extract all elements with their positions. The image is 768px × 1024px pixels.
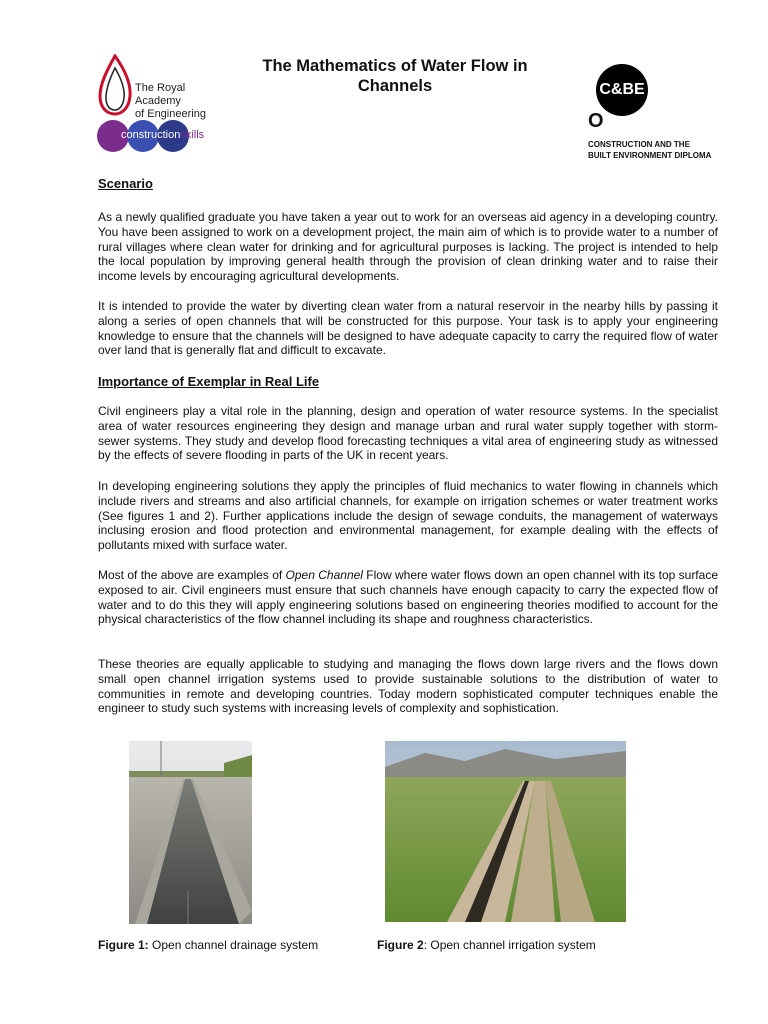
scenario-paragraph-1: As a newly qualified graduate you have taken a year out to work for an overseas aid agency in a developing country. You have been assigned to work on a development project, the main aim of which is to provide water to a number of rural villages where clean water for drinking and for agricultural purposes is lacking. The project is intended to help the local population by improving general health through the provision of clean drinking water and to raise their income levels by encouraging agricultural developments. xyxy=(98,210,718,284)
figure-1-caption xyxy=(98,938,318,952)
irrigation-channel-image xyxy=(385,741,626,922)
figure-2-text: : Open channel irrigation system xyxy=(423,938,596,952)
scenario-paragraph-2: It is intended to provide the water by diverting clean water from a natural reservoir in the nearby hills by passing it along a series of open channels that will be constructed for this purpose. Your task is to apply your engineering knowledge to ensure that the channels will be designed to have adequate capacity to carry the required flow of water over land that is generally flat and difficult to excavate. xyxy=(98,299,718,358)
paragraph-3-start: Most of the above are examples of xyxy=(98,568,286,582)
figure-2-label: Figure 2 xyxy=(377,938,424,952)
cbe-mark: C&BE xyxy=(596,64,648,116)
drainage-channel-image xyxy=(129,741,252,924)
open-channel-term: Open Channel xyxy=(285,568,363,582)
importance-paragraph-3 xyxy=(98,568,718,627)
construction-skills-wordmark xyxy=(121,129,204,141)
royal-academy-line-2: of Engineering xyxy=(135,108,206,120)
figure-2-photo xyxy=(385,741,626,922)
figure-1-label: Figure 1: xyxy=(98,938,149,952)
construction-word: construction xyxy=(121,129,181,141)
royal-academy-logo xyxy=(97,54,227,120)
cbe-o-mark: O xyxy=(588,110,604,132)
cbe-caption-line-1: CONSTRUCTION AND THE xyxy=(588,140,690,149)
cbe-logo xyxy=(588,60,728,160)
royal-academy-flame-icon xyxy=(97,54,133,116)
royal-academy-name xyxy=(135,82,227,121)
figure-1-text: Open channel drainage system xyxy=(148,938,319,952)
figure-2-caption xyxy=(377,938,596,952)
importance-paragraph-2: In developing engineering solutions they apply the principles of fluid mechanics to water flowing in channels which include rivers and streams and also artificial channels, for example on irrigation schemes or water treatment works (See figures 1 and 2). Further applications include the design of sewage conduits, the management of waterways inclusing erosion and flood protection and environmental management, for example dealing with the effects of pollutants mixed with surface water. xyxy=(98,479,718,553)
royal-academy-line-1: The Royal Academy xyxy=(135,82,186,107)
skills-word: skills xyxy=(180,129,205,141)
figure-1-photo xyxy=(129,741,252,924)
page-title xyxy=(240,56,550,96)
importance-paragraph-4: These theories are equally applicable to studying and managing the flows down large rivers and the flows down small open channel irrigation systems used to provide sustainable solutions to the distribution of water to communities in remote and developing countries. Today modern sophisticated computer techniques enable the engineer to study such systems with increasing levels of complexity and sophistication. xyxy=(98,657,718,716)
scenario-heading: Scenario xyxy=(98,176,153,191)
title-line-1: The Mathematics of Water Flow in xyxy=(262,57,528,75)
construction-skills-logo xyxy=(97,120,227,152)
title-line-2: Channels xyxy=(357,77,433,95)
importance-heading: Importance of Exemplar in Real Life xyxy=(98,374,320,389)
paragraph-3-end: Flow where water flows down an open channel with its top surface exposed to air. Civil engineers must ensure that such channels have enough capacity to carry the expected flow of water and to do this they will apply engineering solutions based on engineering theories modified to account for the physical characteristics of the flow channel including its shape and roughness characteristics. xyxy=(98,568,718,627)
cbe-caption-line-2: BUILT ENVIRONMENT DIPLOMA xyxy=(588,151,712,160)
importance-paragraph-1: Civil engineers play a vital role in the planning, design and operation of water resource systems. In the specialist area of water resources engineering they design and manage urban and rural water supply together with storm-sewer systems. They study and develop flood forecasting techniques a vital area of engineering study as witnessed by the effects of severe flooding in parts of the UK in recent years. xyxy=(98,404,718,463)
cbe-caption xyxy=(588,139,711,161)
